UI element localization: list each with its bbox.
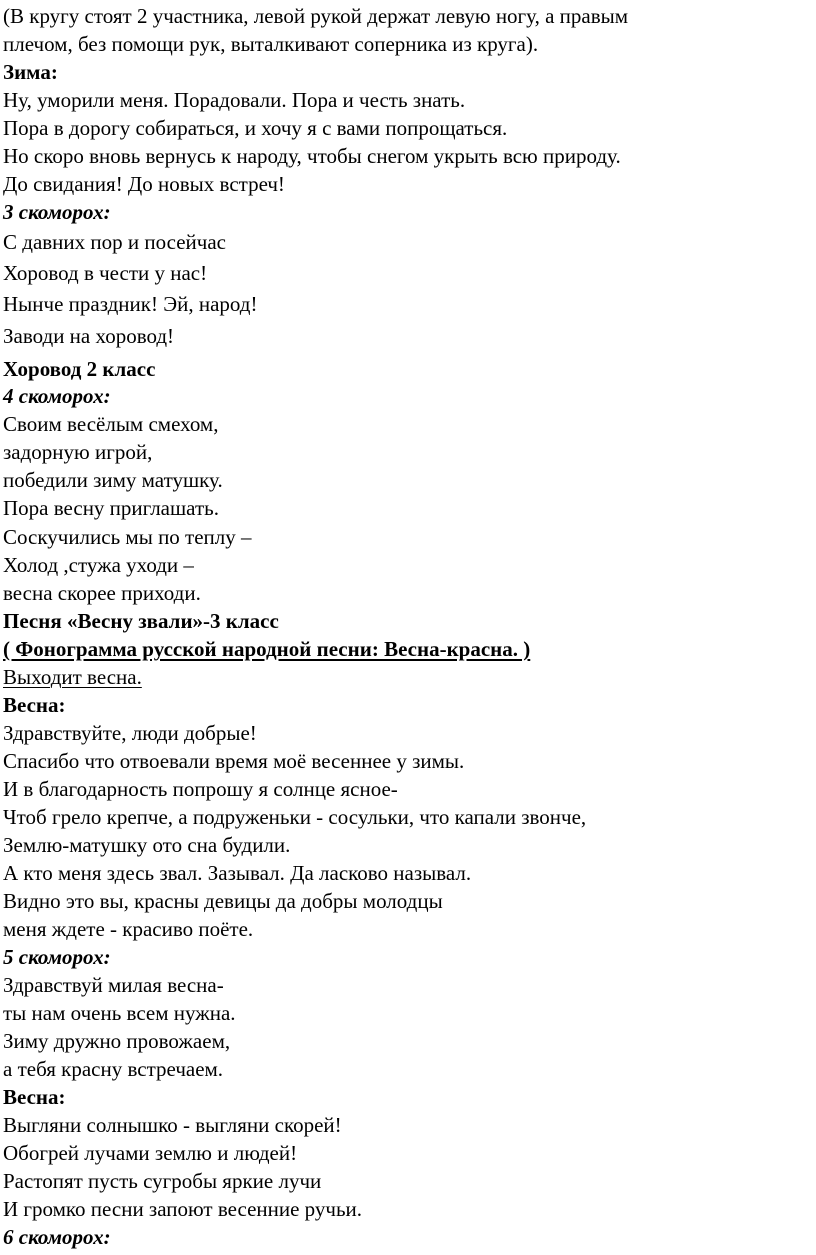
verse-line: Пора в дорогу собираться, и хочу я с вами попрощаться. xyxy=(3,116,508,140)
speaker-heading: Зима: xyxy=(3,60,58,84)
verse-line: Соскучились мы по теплу – xyxy=(3,525,252,549)
verse-line: победили зиму матушку. xyxy=(3,468,223,492)
verse-line: Чтоб грело крепче, а подруженьки - сосульки, что капали звонче, xyxy=(3,805,587,829)
verse-line: Растопят пусть сугробы яркие лучи xyxy=(3,1169,322,1193)
verse-line: Землю-матушку ото сна будили. xyxy=(3,833,291,857)
verse-line: Здравствуй милая весна- xyxy=(3,973,224,997)
verse-line: Холод ,стужа уходи – xyxy=(3,553,194,577)
verse-line: а тебя красну встречаем. xyxy=(3,1057,224,1081)
verse-line: Пора весну приглашать. xyxy=(3,496,219,520)
speaker-heading: 6 скоморох: xyxy=(3,1225,111,1249)
verse-line: И в благодарность попрошу я солнце ясное- xyxy=(3,777,398,801)
verse-line: Выгляни солнышко - выгляни скорей! xyxy=(3,1113,342,1137)
verse-line: задорную игрой, xyxy=(3,440,153,464)
verse-line: Спасибо что отвоевали время моё весеннее у зимы. xyxy=(3,749,465,773)
stage-direction: (В кругу стоят 2 участника, левой рукой держат левую ногу, а правым xyxy=(3,4,629,28)
verse-line: А кто меня здесь звал. Зазывал. Да ласково называл. xyxy=(3,861,472,885)
verse-line: Видно это вы, красны девицы да добры молодцы xyxy=(3,889,443,913)
section-heading: ( Фонограмма русской народной песни: Весна-красна. ) xyxy=(3,637,531,661)
verse-line: Заводи на хоровод! xyxy=(3,324,175,348)
verse-line: весна скорее приходи. xyxy=(3,581,201,605)
verse-line: ты нам очень всем нужна. xyxy=(3,1001,236,1025)
verse-line: И громко песни запоют весенние ручьи. xyxy=(3,1197,363,1221)
verse-line: Ну, уморили меня. Порадовали. Пора и честь знать. xyxy=(3,88,466,112)
speaker-heading: Весна: xyxy=(3,1085,66,1109)
section-heading: Песня «Весну звали»-3 класс xyxy=(3,609,279,633)
verse-line: меня ждете - красиво поёте. xyxy=(3,917,254,941)
speaker-heading: 4 скоморох: xyxy=(3,384,111,408)
verse-line: Нынче праздник! Эй, народ! xyxy=(3,292,258,316)
stage-direction: Выходит весна. xyxy=(3,665,142,689)
verse-line: Своим весёлым смехом, xyxy=(3,412,219,436)
section-heading: Хоровод 2 класс xyxy=(3,357,156,381)
verse-line: До свидания! До новых встреч! xyxy=(3,172,285,196)
verse-line: Здравствуйте, люди добрые! xyxy=(3,721,257,745)
verse-line: С давних пор и посейчас xyxy=(3,230,226,254)
verse-line: Обогрей лучами землю и людей! xyxy=(3,1141,298,1165)
speaker-heading: Весна: xyxy=(3,693,66,717)
verse-line: Зиму дружно провожаем, xyxy=(3,1029,231,1053)
stage-direction: плечом, без помощи рук, выталкивают соперника из круга). xyxy=(3,32,539,56)
speaker-heading: 3 скоморох: xyxy=(3,200,111,224)
verse-line: Но скоро вновь вернусь к народу, чтобы снегом укрыть всю природу. xyxy=(3,144,621,168)
speaker-heading: 5 скоморох: xyxy=(3,945,111,969)
verse-line: Хоровод в чести у нас! xyxy=(3,261,208,285)
